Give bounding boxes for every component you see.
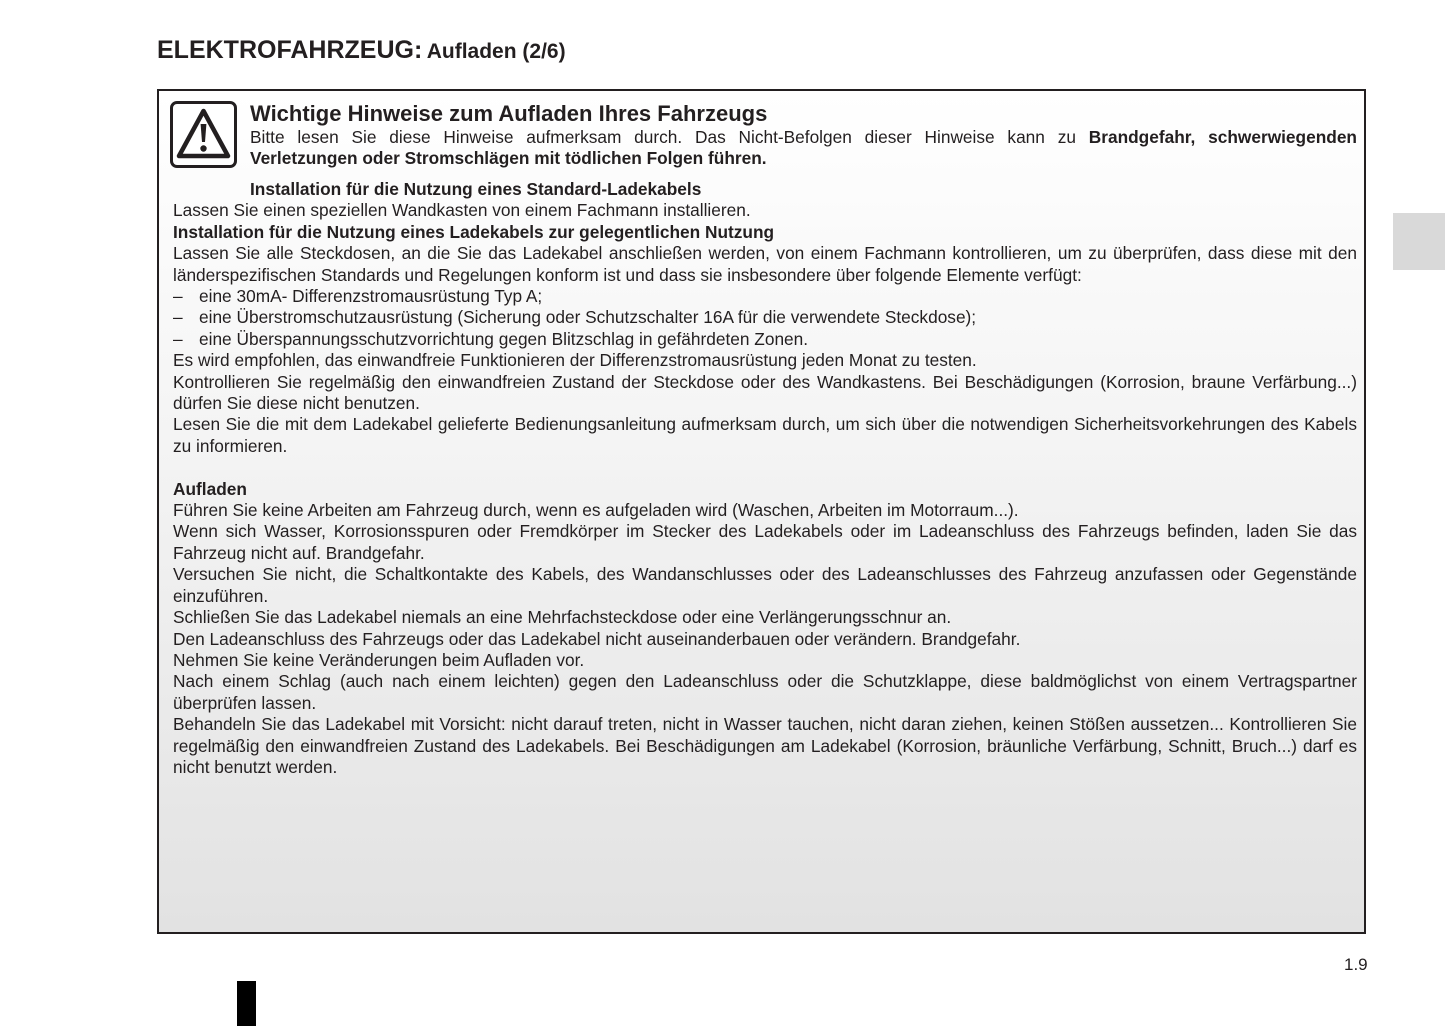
page-title-main: ELEKTROFAHRZEUG: [157, 36, 423, 64]
section-intro-occasional: Lassen Sie alle Steckdosen, an die Sie das Ladekabel anschließen werden, von einem Fachmann kontrollieren, um zu überprüfen, dass diese mit den länderspezifischen Standards und Regelungen konform ist und dass sie insbesondere über folgende Elemente verfügt: [173, 243, 1357, 285]
warning-intro [250, 127, 1357, 170]
page-edge-marker [237, 981, 256, 1026]
section-text-standard: Lassen Sie einen speziellen Wandkasten von einem Fachmann installieren. [173, 200, 751, 221]
list-item [173, 286, 1357, 307]
paragraph: Nach einem Schlag (auch nach einem leichten) gegen den Ladeanschluss oder die Schutzklappe, diese baldmöglichst von einem Vertragspartner überprüfen lassen. [173, 671, 1357, 713]
paragraph: Lesen Sie die mit dem Ladekabel gelieferte Bedienungsanleitung aufmerksam durch, um sich über die notwendigen Sicherheitsvorkehrungen des Kabels zu informieren. [173, 414, 1357, 456]
paragraph: Kontrollieren Sie regelmäßig den einwandfreien Zustand der Steckdose oder des Wandkastens. Bei Beschädigungen (Korrosion, braune Verfärbung...) dürfen Sie diese nicht benutzen. [173, 371, 1357, 414]
section-heading-standard: Installation für die Nutzung eines Standard-Ladekabels [250, 179, 702, 199]
paragraph: Es wird empfohlen, das einwandfreie Funktionieren der Differenzstromausrüstung jeden Monat zu testen. [173, 350, 977, 371]
section-heading-occasional: Installation für die Nutzung eines Ladekabels zur gelegentlichen Nutzung [173, 221, 775, 242]
page-number: 1.9 [1344, 955, 1368, 974]
paragraph-spacer [173, 457, 1357, 478]
list-item [173, 329, 1357, 350]
warning-heading: Wichtige Hinweise zum Aufladen Ihres Fahrzeugs [250, 101, 768, 126]
chapter-side-tab [1393, 213, 1445, 270]
list-item-text: eine 30mA- Differenzstromausrüstung Typ A; [199, 286, 543, 307]
warning-body [173, 179, 1357, 778]
list-dash: – [173, 307, 183, 328]
paragraph: Den Ladeanschluss des Fahrzeugs oder das Ladekabel nicht auseinanderbauen oder verändern. Brandgefahr. [173, 628, 1021, 649]
page-title-sub: Aufladen (2/6) [426, 40, 566, 63]
paragraph: Behandeln Sie das Ladekabel mit Vorsicht: nicht darauf treten, nicht in Wasser tauchen, nicht daran ziehen, keinen Stößen aussetzen... Kontrollieren Sie regelmäßig den einwandfreien Zustand des Ladekabels. Bei Beschädigungen am Ladekabel (Korrosion, bräunliche Verfärbung, Schnitt, Bruch...) darf es nicht benutzt werden. [173, 714, 1357, 777]
warning-triangle-icon [170, 101, 237, 168]
list-dash: – [173, 328, 183, 349]
list-item-text: eine Überstromschutzausrüstung (Sicherung oder Schutzschalter 16A für die verwendete Steckdose); [199, 307, 977, 328]
paragraph: Führen Sie keine Arbeiten am Fahrzeug durch, wenn es aufgeladen wird (Waschen, Arbeiten im Motorraum...). [173, 500, 1019, 521]
paragraph: Schließen Sie das Ladekabel niemals an eine Mehrfachsteckdose oder eine Verlängerungsschnur an. [173, 607, 952, 628]
warning-intro-text: Bitte lesen Sie diese Hinweise aufmerksam durch. Das Nicht-Befolgen dieser Hinweise kann zu [250, 127, 1089, 147]
list-item [173, 307, 1357, 328]
paragraph: Versuchen Sie nicht, die Schaltkontakte des Kabels, des Wandanschlusses oder des Ladeanschlusses des Fahrzeug anzufassen oder Gegenstände einzuführen. [173, 564, 1357, 606]
paragraph: Nehmen Sie keine Veränderungen beim Aufladen vor. [173, 649, 585, 670]
warning-intro-emphasis: Brandgefahr, schwerwiegenden Verletzungen oder Stromschlägen mit tödlichen Folgen führen. [250, 127, 1357, 169]
paragraph: Wenn sich Wasser, Korrosionsspuren oder Fremdkörper im Stecker des Ladekabels oder im Ladeanschluss des Fahrzeugs befinden, laden Sie das Fahrzeug nicht auf. Brandgefahr. [173, 521, 1357, 563]
section-heading-charging: Aufladen [173, 478, 247, 499]
warning-box [157, 89, 1366, 934]
list-dash: – [173, 286, 183, 307]
list-item-text: eine Überspannungsschutzvorrichtung gegen Blitzschlag in gefährdeten Zonen. [199, 328, 809, 349]
page-title [157, 36, 566, 65]
